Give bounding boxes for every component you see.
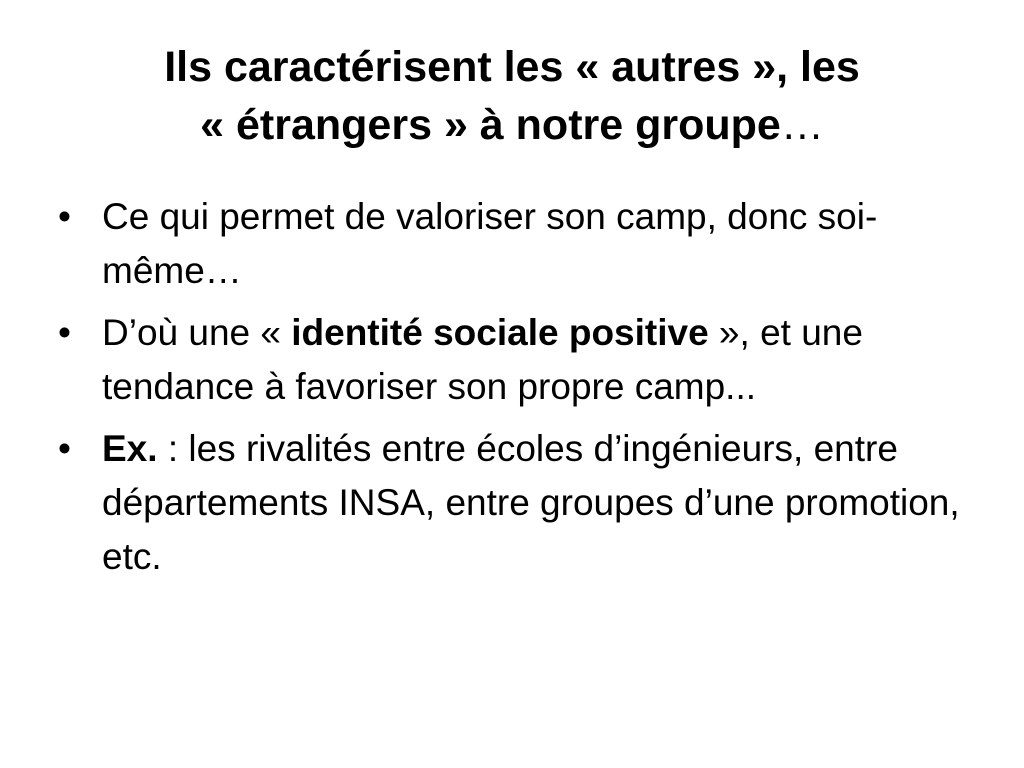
bullet-suffix: : les rivalités entre écoles d’ingénieurs, entre départements INSA, entre groupes d’une promotion, etc. (102, 428, 960, 577)
title-ellipsis: … (780, 101, 824, 149)
bullet-bold-term: Ex. (102, 428, 158, 469)
slide-title (40, 38, 984, 154)
bullet-suffix: », et une tendance à favoriser son propre camp... (102, 312, 863, 407)
bullet-item (0, 422, 1024, 584)
bullet-icon: • (58, 196, 71, 237)
bullet-icon: • (58, 312, 71, 353)
bullet-item (0, 306, 1024, 414)
bullet-prefix: D’où une « (102, 312, 292, 353)
bullet-list (0, 190, 1024, 592)
title-line-2 (40, 96, 984, 154)
bullet-icon: • (58, 428, 71, 469)
bullet-bold-term: identité sociale positive (291, 312, 709, 353)
title-line-2-bold: « étrangers » à notre groupe (200, 101, 781, 149)
bullet-text: Ce qui permet de valoriser son camp, donc soi-même… (102, 196, 878, 291)
title-line-1: Ils caractérisent les « autres », les (164, 43, 860, 91)
bullet-item (0, 190, 1024, 298)
bullet-text (102, 312, 863, 407)
bullet-text (102, 428, 960, 577)
